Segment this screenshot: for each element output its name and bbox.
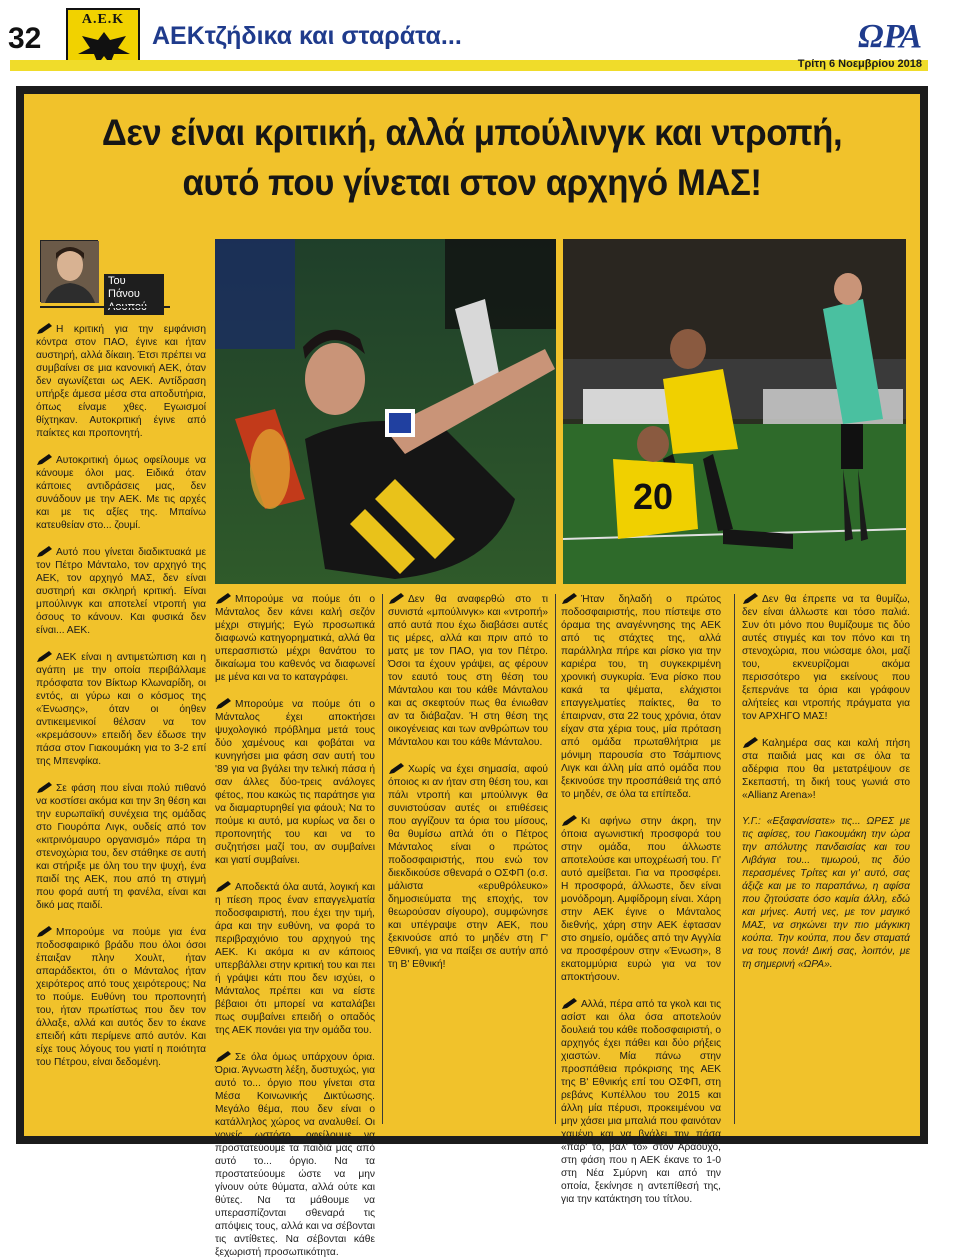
headline-line-1: Δεν είναι κριτική, αλλά μπούλινγκ και ντροπή, xyxy=(101,112,843,153)
pen-icon xyxy=(388,762,406,775)
paragraph: Κι αφήνω στην άκρη, την όποια αγωνιστική προσφορά του στην ομάδα, που άλλωστε αποτελούσε και υποχρέωσή του. Γι' αυτό αμείβεται. Για να προσφέρει. Η προσφορά, άλλωστε, δεν είναι μονόδρομη. Αμφίδρομη είναι. Χάρη στην ΑΕΚ έγινε ο Μάνταλος διεθνής, χάρη στην ΑΕΚ έφτασαν στο σημείο, ομάδες από την Αγγλία να προσφέρουν στην «Ένωση», 8 εκατομμύρια ευρώ για να τον αποκτήσουν. xyxy=(561,816,721,983)
pen-icon xyxy=(388,592,406,605)
column-divider xyxy=(382,594,383,1124)
paragraph: ΑΕΚ είναι η αντιμετώπιση και η αγάπη με την οποία περιβάλλαμε πρόσφατα τον Βίκτωρ Κλωναρίδη, οι εντός, αι γύρω και ο κόσμος της «Ένωσης», όταν οι όηθεν αντικειμενικοί θέλσαν να τον «κρεμάσουν» επειδή δεν έδωσε την πάσα στον Γιακουμάκη για το 3-2 επί της Μπενφίκα. xyxy=(36,652,206,767)
paragraph: Μπορούμε να πούμε για ένα ποδοσφαιρικό βράδυ που όλοι όσοι έπαιξαν πλην Χουλτ, ήταν απαράδεκτοι, ότι ο Μάνταλος ήταν χειρότερος από τους χειρότερους; Να το πούμε. Ευθύνη του προπονητή του, ήταν πρωτίστως που δεν τον άλλαξε, αλλά και αυτός δεν το έκανε επειδή κάτι περίμενε από αυτόν. Και είχε τους λόγους του γιατί η ποιότητα του Πέτρου, είναι δεδομένη. xyxy=(36,927,206,1068)
paragraph: Μπορούμε να πούμε ότι ο Μάνταλος έχει αποκτήσει ψυχολογικό πρόβλημα μετά τους δύο χαμένους και φοβάται να κυνηγήσει μια φάση σαν αυτή του '89 για να βγάλει την τελική πάσα ή σαν άλλες δύο-τρεις ανάλογες φέτος, που κακώς τις παράτησε για να διαμαρτυρηθεί για φάουλ; Να το πούμε κι αυτό, μα κυρίως να δει ο προπονητής του και να το συζητήσει μαζί του, αν συμβαίνει και γιατί συμβαίνει. xyxy=(215,699,375,866)
paragraph: Χωρίς να έχει σημασία, αφού όποιος κι αν ήταν στη θέση του, και πάλι ντροπή και μπούλινγκ θα συνιστούσαν αυτές οι επιθέσεις που αγγίζουν τα όρια του μίσους, θα θυμίσω απλά ότι ο Πέτρος Μάνταλος είναι ο πρώτος ποδοσφαιριστής, που ενώ τον διεκδικούσε σθεναρά ο ΟΣΦΠ (ο.σ. μάλιστα «ερυθρόλευκο» δημοσιεύματα της εποχής, τον θεωρούσαν σίγουρο), συμφώνησε και υπέγραψε στην ΑΕΚ, που ξεκινούσε από το μηδέν στη Γ' Εθνική, για να παίξει σε αυτήν από τη Β' Εθνική! xyxy=(388,764,548,970)
header-bar xyxy=(10,60,928,71)
logo-text: Α.Ε.Κ xyxy=(81,12,125,27)
page-header xyxy=(0,0,960,75)
headline-line-2: αυτό που γίνεται στον αρχηγό ΜΑΣ! xyxy=(182,162,762,203)
pen-icon xyxy=(561,814,579,827)
paragraph: Δεν θα αναφερθώ στο τι συνιστά «μπούλινγκ» και «ντροπή» από αυτά που έχω διαβάσει αυτές τις μέρες, αλλά και πριν από το ματς με τον ΠΑΟ, για τον Πέτρο. Όσοι τα έχουν γράψει, ας φέρουν τον εαυτό τους στη θέση του Μάνταλου και του κάθε Μάνταλου και ας σκεφτούν πως θα ένιωθαν αν τα διάβαζαν. Ή στη θέση της οικογένειας και των ανθρώπων του Μάνταλου και του κάθε Μάνταλου. xyxy=(388,594,548,748)
photo-player-on-ground xyxy=(215,239,556,584)
paragraph: Δεν θα έπρεπε να τα θυμίζω, δεν είναι άλλωστε και τόσο παλιά. Συν ότι μόνο που θυμίζουμε τις δύο αυτές στιγμές και τον πόνο και τη στενοχώρια, που νιώσαμε όλοι, μαζί του, εκνευρίζομαι ακόμα περισσότερο για εκείνους που ξεπερνάνε τα όρια και γράφουν αλήτείες και ντροπής πράγματα για τον ΑΡΧΗΓΟ ΜΑΣ! xyxy=(742,594,910,722)
pen-icon xyxy=(36,925,54,938)
pen-icon xyxy=(215,697,233,710)
paragraph: Σε όλα όμως υπάρχουν όρια. Όρια. Άγνωστη λέξη, δυστυχώς, για αυτό το... όργιο που γίνεται στα Μέσα Κοινωνικής Δικτύωσης. Μεγάλο θέμα, που δεν είναι ο κατάλληλος χώρος να αναλυθεί. Οι γονείς ωστόσο, οφείλουμε να προστατεύουμε τα παιδιά μας από αυτό το... όργιο. Να τα προστατεύουμε ώστε να μην γίνουν ούτε θύματα, αλλά ούτε και θύτες. Να τα μάθουμε να υπερασπίζονται σθεναρά τις απόψεις τους, αλλά και να σέβονται τις αντίθετες. Να σέβονται κάθε ξεχωριστή προσωπικότητα. xyxy=(215,1052,375,1258)
text-column-4 xyxy=(561,592,721,1205)
postscript: Υ.Γ.: «Εξαφανίσατε» τις... ΩΡΕΣ με τις αφίσες, του Γιακουμάκη την ώρα την απόλυτης πανδαισίας και του Λιβάγια του... τιμωρού, τις δύο περασμένες Τρίτες και γι' αυτό, σας άξιζε και με το παραπάνω, η αφίσα που ζητούσατε όσο καμία άλλη, εδώ και μήνες. Αυτή νες, με τον μαγικό ΜΑΣ, να σηκώνει την πιο μάγκικη κούπα. Την κούπα, που δεν σταματά να τους πονά! Δική σας, λοιπόν, με τη σημερινή «ΩΡΑ». xyxy=(742,816,910,970)
author-portrait-icon xyxy=(41,241,99,303)
pen-icon xyxy=(742,592,760,605)
pen-icon xyxy=(36,453,54,466)
headline xyxy=(51,108,893,208)
text-column-3 xyxy=(388,592,548,1127)
column-divider xyxy=(555,594,556,1124)
column-divider xyxy=(734,594,735,1124)
photo-match-illustration xyxy=(563,239,906,584)
paragraph: Ήταν δηλαδή ο πρώτος ποδοσφαιριστής, που πίστεψε στο όραμα της αναγέννησης της ΑΕΚ από τις στάχτες της, αλλά παράλληλα πήρε και ρίσκο για την καριέρα του, τη συγκεκριμένη χρονική συγκυρία. Ένα ρίσκο που κακά τα ψέματα, ελάχιστοι επαγγελματίες παίκτες, θα το έπαιρναν, στα 22 τους χρόνια, όταν είχαν στα χέρια τους, μία πρόταση από ομάδα πρωταθλήτρια με μόνιμη παρουσία στο Τσάμπιονς Λιγκ και άλλη μία από ομάδα που ξεκινούσε την προσπάθειά της από το μηδέν, σε όλα τα επίπεδα. xyxy=(561,594,721,800)
author-divider xyxy=(40,306,170,308)
author-photo xyxy=(40,240,98,302)
pen-icon xyxy=(561,997,579,1010)
paragraph: Η κριτική για την εμφάνιση κόντρα στον ΠΑΟ, έγινε και ήταν αυστηρή, αλλά δίκαιη. Έτσι πρέπει να συμβαίνει σε μια κανονική ΑΕΚ, όταν δεν αγωνίζεται ως ΑΕΚ. Αντίδραση υπήρξε άμεσα μέσα στα αποδυτήρια, όπως είναμε χθες. Εγωισμοί θίχτηκαν. Αυτοκριτική έγινε από παίκτες και προπονητή. xyxy=(36,324,206,439)
paragraph: Σε φάση που είναι πολύ πιθανό να κοστίσει ακόμα και την 3η θέση και την ευρωπαϊκή συνέχεια της ομάδας στο Γιουρόπα Λιγκ, ουδείς από τον «κιτρινόμαυρο οργανισμό» πάρα τη στενοχώρια του, δεν στάθηκε σε αυτή και στήριξε με όλη του την ψυχή, ένα παιδί της ΑΕΚ, που από τη στιγμή που φορά αυτή τη φανέλα, είναι και δικό μας παιδί. xyxy=(36,783,206,911)
page-number: 32 xyxy=(8,22,42,55)
author-byline xyxy=(104,274,164,315)
pen-icon xyxy=(215,592,233,605)
paragraph: Αυτό που γίνεται διαδικτυακά με τον Πέτρο Μάνταλο, τον αρχηγό της ΑΕΚ, τον αρχηγό ΜΑΣ, δεν είναι αυστηρή και σκληρή κριτική. Είναι μπούλινγκ και αποτελεί ντροπή για όσους το κάνουν. Και φυσικά δεν είναι... ΑΕΚ. xyxy=(36,547,206,636)
paragraph: Αποδεκτά όλα αυτά, λογική και η πίεση προς έναν επαγγελματία ποδοσφαιριστή, που έχει την τιμή, άρα και την ευθύνη, να φορά το περιβραχιόνιο του αρχηγού της ΑΕΚ. Κι ακόμα κι αν κάποιος υπερβάλλει στην κριτική του και πει ή γράψει κάτι που δεν ισχύει, ο Μάνταλος πρέπει και να είστε βέβαιοι ότι μπορεί να καταλάβει πως συμβαίνει επειδή ο οπαδός της ΑΕΚ πονάει για την ομάδα του. xyxy=(215,882,375,1036)
pen-icon xyxy=(36,781,54,794)
pen-icon xyxy=(36,545,54,558)
pen-icon xyxy=(36,322,54,335)
pen-icon xyxy=(215,880,233,893)
pen-icon xyxy=(742,736,760,749)
issue-date: Τρίτη 6 Νοεμβρίου 2018 xyxy=(797,58,922,70)
paragraph: Μπορούμε να πούμε ότι ο Μάνταλος δεν κάνει καλή σεζόν μέχρι στιγμής; Εγώ προσωπικά διαφωνώ κατηγορηματικά, αλλά θα υπερασπιστώ μέχρι θανάτου το δικαίωμα του καθενός να διαφωνεί με μένα και να το καταγράφει. xyxy=(215,594,375,683)
text-column-1 xyxy=(36,322,206,1127)
paragraph: Αυτοκριτική όμως οφείλουμε να κάνουμε όλοι μας. Ειδικά όταν κάποιες αντιδράσεις μας, δεν συνάδουν με την ΑΕΚ. Με τις αρχές και με τις αξίες της. Μπαίνω κατευθείαν στο... ζουμί. xyxy=(36,455,206,531)
text-column-2 xyxy=(215,592,375,1258)
article-frame xyxy=(16,86,928,1258)
photo-player-illustration xyxy=(215,239,556,584)
pen-icon xyxy=(561,592,579,605)
photo-players-and-referee xyxy=(563,239,906,584)
pen-icon xyxy=(215,1050,233,1063)
pen-icon xyxy=(36,650,54,663)
newspaper-brand: ΩΡΑ xyxy=(858,18,922,55)
paragraph: Καλημέρα σας και καλή πήση στα παιδιά μας και σε όλα τα αδέρφια που θα μετατρέψουν σε Σκεπαστή, τη δική τους γωνιά στο «Allianz Arena»! xyxy=(742,738,910,801)
text-column-5 xyxy=(742,592,910,1127)
section-title: ΑΕΚτζήδικα και σταράτα... xyxy=(152,22,462,50)
author-byline-1: Του Πάνου xyxy=(108,275,140,300)
paragraph: Αλλά, πέρα από τα γκολ και τις ασίστ και όλα όσα αποτελούν δουλειά του κάθε ποδοσφαιριστή, ο αρχηγός έχει πάθει και δύο ρήξεις χιαστών. Μία πάνω στην προσπάθεια πρόκρισης της ΑΕΚ της Β' Εθνικής επί του ΟΣΦΠ, στη ρεβάνς Κυπέλλου του 2015 και άλλη μία πέρυσι, προκειμένου να μην χάσει μια μπαλιά που φαινόταν χαμένη και να βγάλει την πάσα «παρ' το, βάλ' το» στον Αραούχο, στη φάση που η ΑΕΚ έκανε το 1-0 στη Νέα Σμύρνη και από την οποία, ξεκίνησε η αντεπίθεσή της, για την κατάκτηση του τίτλου. xyxy=(561,999,721,1205)
svg-text:20: 20 xyxy=(633,476,674,517)
article-body xyxy=(24,94,920,1258)
